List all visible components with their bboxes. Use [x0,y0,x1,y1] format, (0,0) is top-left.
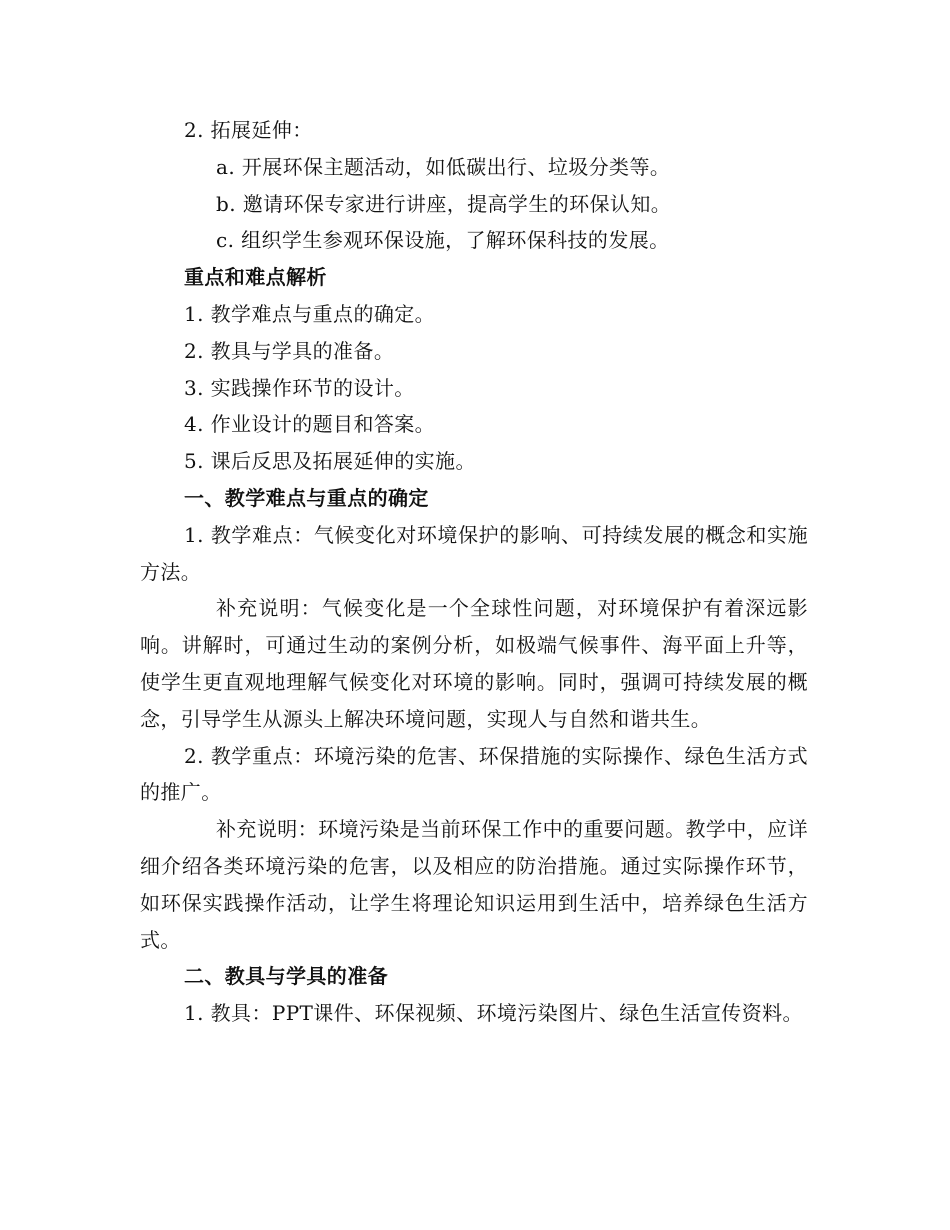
section-heading: 二、教具与学具的准备 [184,964,388,989]
section-heading: 一、教学难点与重点的确定 [184,485,429,510]
list-item: 5. 课后反思及拓展延伸的实施。 [184,449,476,474]
list-item: c. 组织学生参观环保设施，了解环保科技的发展。 [216,228,670,253]
paragraph: 1. 教学难点：气候变化对环境保护的影响、可持续发展的概念和实施方法。 [140,522,808,584]
list-item: 3. 实践操作环节的设计。 [184,375,415,400]
list-item: 1. 教学难点与重点的确定。 [184,301,436,326]
list-item: b. 邀请环保专家进行讲座，提高学生的环保认知。 [216,191,672,216]
paragraph: 补充说明：环境污染是当前环保工作中的重要问题。教学中，应详细介绍各类环境污染的危害，以及相应的防治措施。通过实际操作环节，如环保实践操作活动，让学生将理论知识运用到生活中，培养绿色生活方式。 [140,817,808,952]
paragraph: 1. 教具：PPT课件、环保视频、环境污染图片、绿色生活宣传资料。 [184,1001,803,1026]
paragraph: 补充说明：气候变化是一个全球性问题，对环境保护有着深远影响。讲解时，可通过生动的案例分析，如极端气候事件、海平面上升等，使学生更直观地理解气候变化对环境的影响。同时，强调可持续发展的概念，引导学生从源头上解决环境问题，实现人与自然和谐共生。 [140,596,808,731]
paragraph: 2. 教学重点：环境污染的危害、环保措施的实际操作、绿色生活方式的推广。 [140,743,808,805]
list-item: 2. 教具与学具的准备。 [184,338,395,363]
document-page [140,112,808,1032]
section-heading: 重点和难点解析 [184,265,327,290]
list-item: 2. 拓展延伸： [184,118,313,142]
list-item: a. 开展环保主题活动，如低碳出行、垃圾分类等。 [216,154,671,179]
list-item: 4. 作业设计的题目和答案。 [184,412,436,437]
